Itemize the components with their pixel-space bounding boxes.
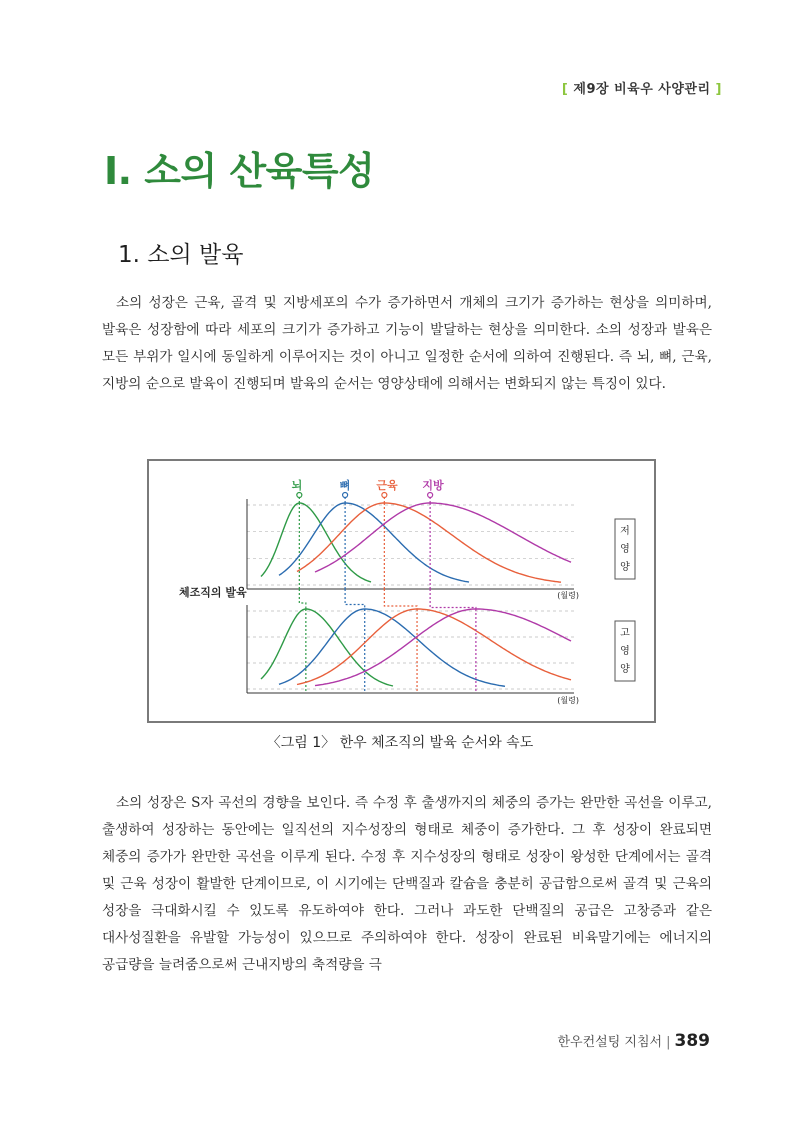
tissue-development-chart xyxy=(149,461,654,721)
curve-bone-high-nutrition xyxy=(279,609,505,686)
footer-divider: | xyxy=(666,1035,671,1050)
paragraph-1: 소의 성장은 근육, 골격 및 지방세포의 수가 증가하면서 개체의 크기가 증가하는 현상을 의미하며, 발육은 성장함에 따라 세포의 크기가 증가하고 기능이 발달하는 현상을 의미한다. 소의 성장과 발육은 모든 부위가 일시에 동일하게 이루어지는 것이 아니고 일정한 순서에 의하여 진행된다. 즉 뇌, 뼈, 근육, 지방의 순으로 발육이 진행되며 발육의 순서는 영양상태에 의해서는 변화되지 않는 특징이 있다. xyxy=(102,295,712,392)
peak-shift-brain xyxy=(299,589,306,611)
curve-muscle-high-nutrition xyxy=(297,609,571,685)
panel-top-label-3: 양 xyxy=(620,562,630,573)
legend-dot-muscle xyxy=(382,493,387,498)
legend-muscle: 근육 xyxy=(376,479,398,492)
header-text: 제9장 비육우 사양관리 xyxy=(573,82,711,97)
peak-shift-bone xyxy=(345,589,365,611)
chapter-title: I. 소의 산육특성 xyxy=(104,149,375,193)
legend-brain: 뇌 xyxy=(291,479,303,492)
peak-shift-fat xyxy=(430,589,476,611)
page-footer xyxy=(558,1031,711,1051)
x-unit-bottom: (월령) xyxy=(557,696,579,705)
peak-shift-muscle xyxy=(384,589,417,611)
tissue-development-figure xyxy=(147,459,656,723)
curve-fat-low-nutrition xyxy=(315,503,571,572)
paragraph-2: 소의 성장은 S자 곡선의 경향을 보인다. 즉 수정 후 출생까지의 체중의 증가는 완만한 곡선을 이루고, 출생하여 성장하는 동안에는 일직선의 지수성장의 형태로 체중이 증가한다. 그 후 성장이 완료되면 체중의 증가가 완만한 곡선을 이루게 된다. 수정 후 지수성장의 형태로 성장이 왕성한 단계에서는 골격 및 근육 성장이 활발한 단계이므로, 이 시기에는 단백질과 칼슘을 충분히 공급함으로써 골격 및 근육의 성장을 극대화시킬 수 있도록 유도하여야 한다. 그러나 과도한 단백질의 공급은 고창증과 같은 대사성질환을 유발할 가능성이 있으므로 주의하여야 한다. 성장이 완료된 비육말기에는 에너지의 공급량을 늘려줌으로써 근내지방의 축적량을 극 xyxy=(102,795,712,973)
header-bracket-open: [ xyxy=(561,82,569,97)
curve-brain-low-nutrition xyxy=(261,503,371,582)
x-unit-top: (월령) xyxy=(557,591,579,600)
curve-muscle-low-nutrition xyxy=(297,503,561,582)
legend-fat: 지방 xyxy=(422,479,444,492)
section-title: 1. 소의 발육 xyxy=(118,242,244,268)
panel-bottom-label-3: 양 xyxy=(620,664,630,675)
panel-top-label-1: 저 xyxy=(620,526,630,537)
legend-dot-bone xyxy=(343,493,348,498)
curve-brain-high-nutrition xyxy=(261,609,393,686)
curve-fat-high-nutrition xyxy=(315,609,571,686)
curve-bone-low-nutrition xyxy=(279,503,469,582)
legend-bone: 뼈 xyxy=(339,479,351,492)
figure-caption: 〈그림 1〉 한우 체조직의 발육 순서와 속도 xyxy=(266,735,534,751)
panel-top-label-2: 영 xyxy=(620,544,630,555)
panel-bottom-label-1: 고 xyxy=(620,628,630,639)
header-bracket-close: ] xyxy=(715,82,722,97)
chapter-header xyxy=(562,78,722,97)
legend-dot-brain xyxy=(297,493,302,498)
footer-text: 한우컨설팅 지침서 xyxy=(557,1035,663,1050)
panel-bottom-label-2: 영 xyxy=(620,646,630,657)
legend-dot-fat xyxy=(428,493,433,498)
y-axis-label: 체조직의 발육 xyxy=(179,586,247,599)
page-number: 389 xyxy=(674,1031,710,1051)
